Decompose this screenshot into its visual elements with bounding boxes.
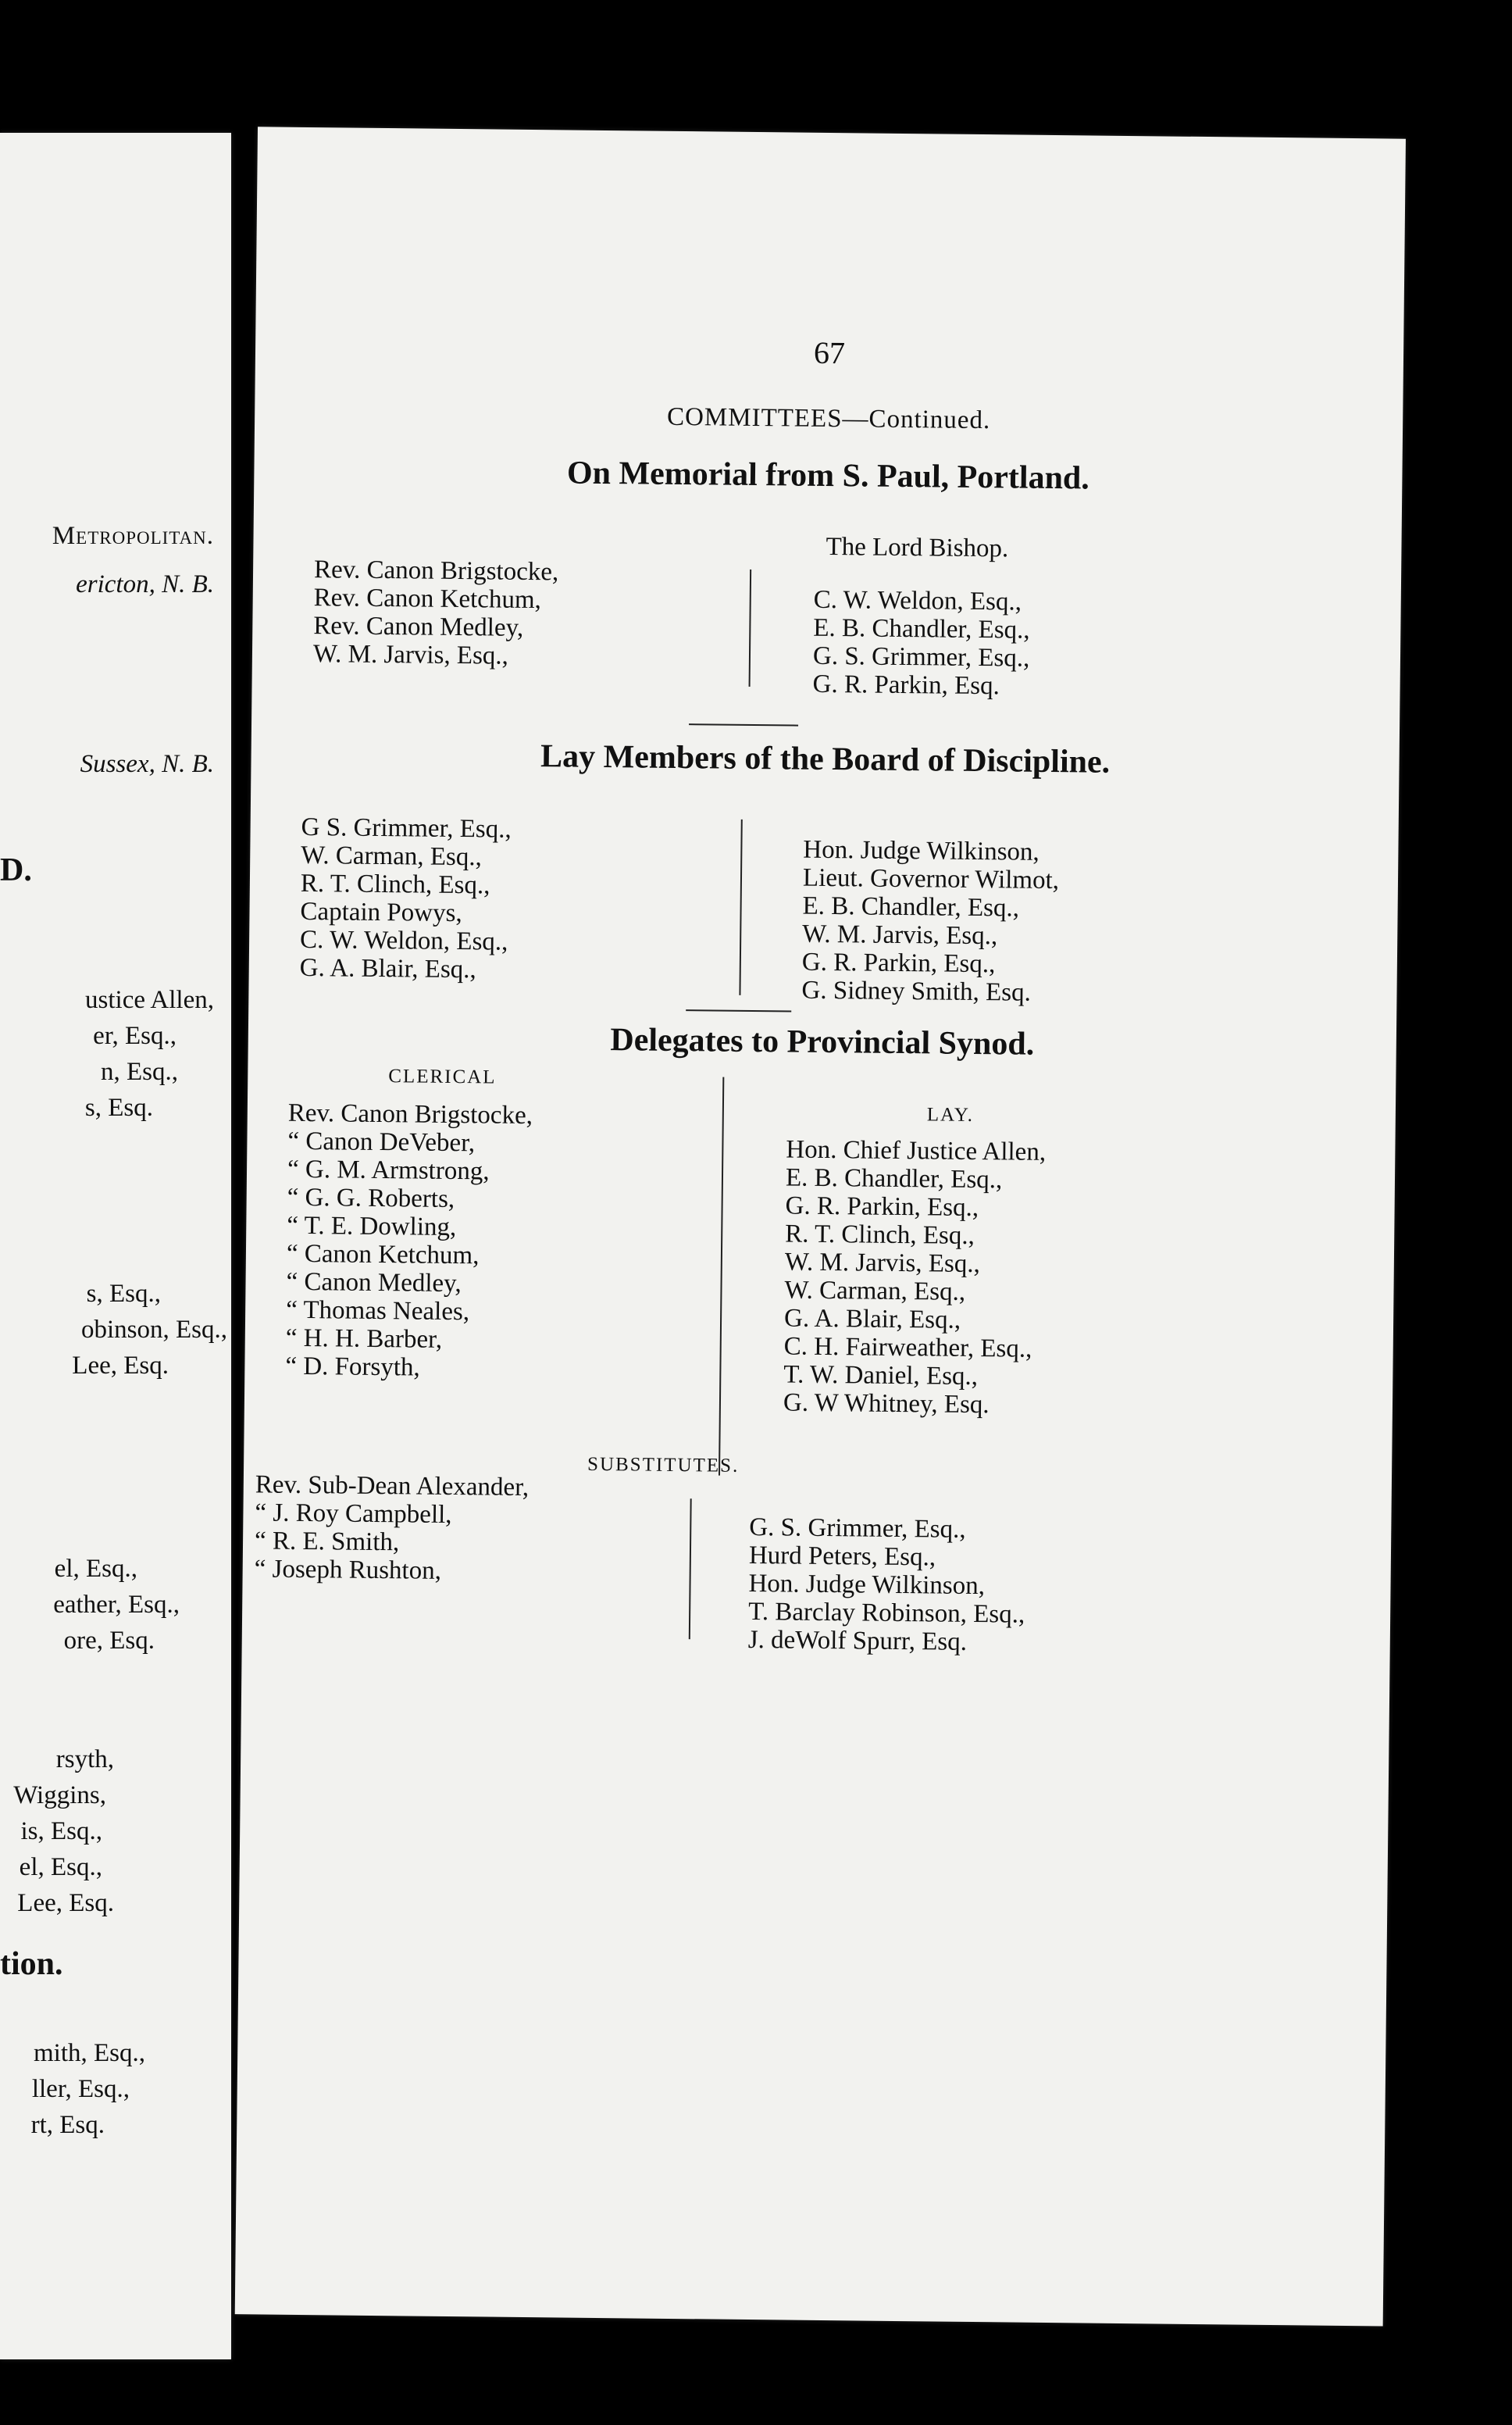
left-page-line: obinson, Esq., xyxy=(80,1316,227,1344)
left-page-line: ustice Allen, xyxy=(85,986,214,1014)
left-page-line: Metropolitan. xyxy=(52,522,214,550)
left-page-line: Lee, Esq. xyxy=(17,1889,114,1917)
lay-subhead: LAY. xyxy=(926,1104,975,1126)
memorial-chair: The Lord Bishop. xyxy=(826,532,1009,563)
left-page-line: is, Esq., xyxy=(20,1817,102,1845)
left-page-line: er, Esq., xyxy=(93,1022,177,1050)
list-item: J. deWolf Spurr, Esq. xyxy=(747,1625,968,1656)
list-item: G S. Grimmer, Esq., xyxy=(301,812,512,844)
list-item: Rev. Sub-Dean Alexander, xyxy=(255,1470,530,1502)
list-item: “ Canon Ketchum, xyxy=(286,1239,480,1270)
column-divider xyxy=(689,1498,692,1639)
list-item: “ T. E. Dowling, xyxy=(287,1211,457,1242)
clerical-subhead: CLERICAL xyxy=(388,1066,497,1088)
left-page-line: rsyth, xyxy=(55,1745,114,1773)
list-item: Hon. Chief Justice Allen, xyxy=(786,1135,1047,1166)
list-item: Hon. Judge Wilkinson, xyxy=(748,1569,986,1601)
discipline-left-column xyxy=(300,813,512,984)
list-item: “ Joseph Rushton, xyxy=(254,1555,442,1585)
list-item: R. T. Clinch, Esq., xyxy=(300,869,490,900)
list-item: W. M. Jarvis, Esq., xyxy=(312,640,509,670)
column-divider xyxy=(719,1077,724,1476)
list-item: C. H. Fairweather, Esq., xyxy=(783,1332,1032,1363)
left-page-line: el, Esq., xyxy=(54,1555,137,1583)
list-item: C. W. Weldon, Esq., xyxy=(299,925,508,956)
list-item: T. Barclay Robinson, Esq., xyxy=(747,1597,1025,1629)
section-title-synod: Delegates to Provincial Synod. xyxy=(610,1022,1035,1062)
list-item: “ Thomas Neales, xyxy=(285,1295,470,1327)
left-page-line: el, Esq., xyxy=(19,1853,102,1881)
left-page-line: tion. xyxy=(0,1946,63,1982)
list-item: Rev. Canon Ketchum, xyxy=(313,584,542,615)
left-page-line: ore, Esq. xyxy=(63,1627,155,1655)
list-item: “ G. M. Armstrong, xyxy=(287,1155,490,1186)
left-page-line: Sussex, N. B. xyxy=(80,750,214,778)
list-item: G. R. Parkin, Esq. xyxy=(812,670,1000,701)
list-item: E. B. Chandler, Esq., xyxy=(785,1163,1003,1195)
list-item: “ R. E. Smith, xyxy=(254,1527,400,1557)
left-page-line: n, Esq., xyxy=(101,1058,178,1086)
list-item: E. B. Chandler, Esq., xyxy=(813,613,1030,645)
list-item: “ Canon Medley, xyxy=(286,1267,462,1298)
list-item: G. A. Blair, Esq., xyxy=(783,1304,961,1334)
section-rule xyxy=(689,723,798,726)
column-divider xyxy=(749,570,752,687)
substitutes-lay-column xyxy=(748,1513,1026,1657)
list-item: E. B. Chandler, Esq., xyxy=(802,891,1020,923)
substitutes-subhead: SUBSTITUTES. xyxy=(587,1453,740,1477)
list-item: Hurd Peters, Esq., xyxy=(748,1541,936,1572)
section-title-discipline: Lay Members of the Board of Discipline. xyxy=(540,738,1111,780)
clerical-column xyxy=(285,1099,533,1383)
list-item: G. R. Parkin, Esq., xyxy=(801,948,996,979)
list-item: W. Carman, Esq., xyxy=(301,841,483,872)
left-page-line: ller, Esq., xyxy=(31,2075,130,2103)
list-item: Rev. Canon Brigstocke, xyxy=(313,555,559,587)
substitutes-clerical-column xyxy=(255,1470,530,1586)
list-item: C. W. Weldon, Esq., xyxy=(813,585,1022,616)
running-head: COMMITTEES—Continued. xyxy=(666,402,991,435)
left-page-line: Wiggins, xyxy=(13,1781,106,1809)
lay-column xyxy=(783,1135,1046,1419)
left-page-line: ericton, N. B. xyxy=(76,570,214,598)
left-page-line: s, Esq. xyxy=(84,1094,153,1122)
section-title-memorial: On Memorial from S. Paul, Portland. xyxy=(566,455,1090,497)
list-item: G. S. Grimmer, Esq., xyxy=(749,1512,966,1544)
list-item: Rev. Canon Brigstocke, xyxy=(287,1098,533,1130)
list-item: R. T. Clinch, Esq., xyxy=(785,1220,975,1250)
section-rule xyxy=(686,1009,791,1012)
list-item: “ Canon DeVeber, xyxy=(287,1127,476,1158)
page-67 xyxy=(235,127,1406,2326)
list-item: “ D. Forsyth, xyxy=(285,1352,420,1382)
list-item: G. Sidney Smith, Esq. xyxy=(801,976,1032,1007)
list-item: G. W Whitney, Esq. xyxy=(783,1388,990,1420)
list-item: W. Carman, Esq., xyxy=(784,1276,966,1306)
list-item: G. S. Grimmer, Esq., xyxy=(812,641,1030,673)
column-divider xyxy=(739,820,742,995)
list-item: “ H. H. Barber, xyxy=(285,1323,443,1354)
left-page-line: Lee, Esq. xyxy=(72,1352,169,1380)
left-page-line: s, Esq., xyxy=(86,1280,161,1308)
list-item: W. M. Jarvis, Esq., xyxy=(784,1248,980,1279)
memorial-left-column xyxy=(313,555,559,670)
list-item: T. W. Daniel, Esq., xyxy=(783,1360,979,1391)
memorial-right-column xyxy=(812,586,1030,701)
list-item: G. A. Blair, Esq., xyxy=(299,953,476,984)
left-page-line: mith, Esq., xyxy=(33,2039,145,2067)
left-page-line: rt, Esq. xyxy=(30,2111,105,2139)
list-item: G. R. Parkin, Esq., xyxy=(785,1191,979,1223)
page-number: 67 xyxy=(813,334,846,371)
left-page-line: eather, Esq., xyxy=(53,1591,180,1619)
list-item: Rev. Canon Medley, xyxy=(313,612,524,642)
list-item: Captain Powys, xyxy=(300,897,462,928)
previous-page-fragment xyxy=(0,133,231,2359)
left-page-line: D. xyxy=(0,852,32,888)
list-item: Hon. Judge Wilkinson, xyxy=(803,835,1040,866)
list-item: Lieut. Governor Wilmot, xyxy=(802,863,1060,895)
list-item: “ J. Roy Campbell, xyxy=(255,1498,452,1530)
list-item: W. M. Jarvis, Esq., xyxy=(802,920,998,951)
list-item: “ G. G. Roberts, xyxy=(287,1183,455,1214)
discipline-right-column xyxy=(801,836,1059,1007)
